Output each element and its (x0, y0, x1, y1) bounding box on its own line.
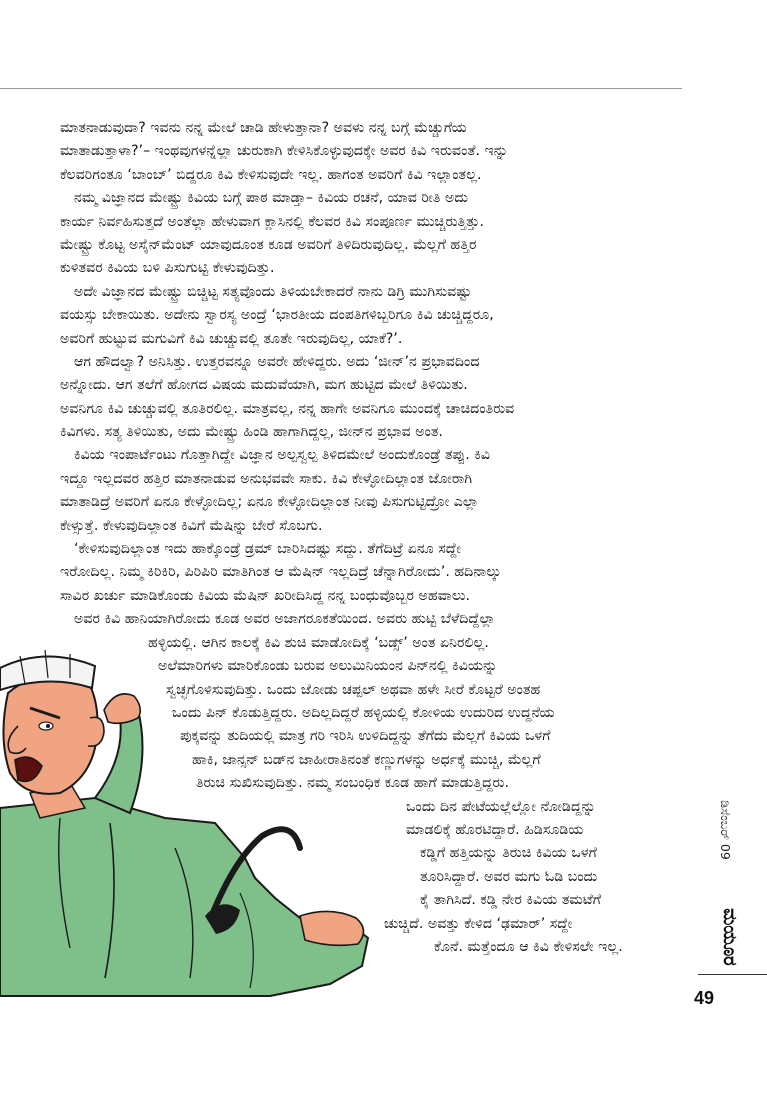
text-line: ಕಾರ್ಯ ನಿರ್ವಹಿಸುತ್ತದೆ ಅಂತೆಲ್ಲಾ ಹೇಳುವಾಗ ಕ್ಲಾಸಿನಲ್ಲಿ ಕೆಲವರ ಕಿವಿ ಸಂಪೂರ್ಣ ಮುಚ್ಚಿರುತ್ತಿತ್ತು. (60, 213, 484, 230)
text-line: ಮಾತಾಡುತ್ತಾಳಾ?’– ಇಂಥವುಗಳನ್ನೆಲ್ಲಾ ಚುರುಕಾಗಿ ಕೇಳಿಸಿಕೊಳ್ಳುವುದಕ್ಕೇ ಅವರ ಕಿವಿ ಇರುವಂತೆ. ಇನ್ನು (60, 143, 509, 160)
text-line: ಕಡ್ಡಿಗೆ ಹತ್ತಿಯನ್ನು ತಿರುಚಿ ಕಿವಿಯ ಒಳಗೆ (420, 845, 597, 862)
text-line: ಹಳ್ಳಿಯಲ್ಲಿ. ಆಗಿನ ಕಾಲಕ್ಕೆ ಕಿವಿ ಶುಚಿ ಮಾಡೋದಿಕ್ಕೆ ‘ಬಡ್ಸ್’ ಅಂತ ಏನಿರಲಿಲ್ಲ. (148, 634, 489, 651)
text-line: ಕೈ ತಾಗಿಸಿದೆ. ಕಡ್ಡಿ ನೇರ ಕಿವಿಯ ತಮಟೆಗೆ (420, 892, 602, 909)
text-line: ಮೇಷ್ಟ್ರು ಕೊಟ್ಟ ಅಸೈನ್‌ಮೆಂಟ್ ಯಾವುದೂಂತ ಕೂಡ ಅವರಿಗೆ ತಿಳಿದಿರುವುದಿಲ್ಲ. ಮೆಲ್ಲಗೆ ಹತ್ತಿರ (60, 236, 477, 253)
issue-date: ಡಿಸೆಂಬರ್ 09 (718, 800, 733, 860)
text-line: ಮಾತಾಡಿದ್ರೆ ಅವರಿಗೆ ಏನೂ ಕೇಳ್ಳೋದಿಲ್ಲ; ಏನೂ ಕೇಳ್ಳೋದಿಲ್ಲಾಂತ ನೀವು ಪಿಸುಗುಟ್ಟಿದ್ರೋ ಎಲ್ಲಾ (60, 494, 479, 511)
text-line: ಮಾಡಲಿಕ್ಕೆ ಹೊರಟಿದ್ದಾರೆ. ಹಿಡಿಸೂಡಿಯ (406, 822, 584, 838)
footer-rule (698, 974, 767, 975)
text-line: ‘ಕೇಳಿಸುವುದಿಲ್ಲಾಂತ ಇದು ಹಾಕ್ಕೊಂಡ್ರೆ ಡ್ರಮ್ ಬಾರಿಸಿದಷ್ಟು ಸದ್ದು. ತೆಗೆದಿಟ್ರೆ ಏನೂ ಸದ್ದೇ (74, 541, 461, 558)
text-line: ಸಾವಿರ ಖರ್ಚು ಮಾಡಿಕೊಂಡು ಕಿವಿಯ ಮೆಷಿನ್ ಖರೀದಿಸಿದ್ದ ನನ್ನ ಬಂಧುವೊಬ್ಬರ ಅಹವಾಲು. (60, 587, 471, 604)
text-line: ಕಿವಿಯ ಇಂಪಾರ್ಟೆಂಟು ಗೊತ್ತಾಗಿದ್ದೇ ವಿಜ್ಞಾನ ಅಲ್ಪಸ್ವಲ್ಪ ತಿಳಿದಮೇಲೆ ಅಂದುಕೊಂಡ್ರೆ ತಪ್ಪು. ಕಿವಿ (74, 447, 491, 464)
text-line: ಅದೇ ವಿಜ್ಞಾನದ ಮೇಷ್ಟ್ರು ಬಿಚ್ಚಿಟ್ಟ ಸತ್ಯವೊಂದು ತಿಳಿಯಬೇಕಾದರೆ ನಾನು ಡಿಗ್ರಿ ಮುಗಿಸುವಷ್ಟು (74, 283, 472, 300)
magazine-name: ಮಯೂರ (719, 908, 740, 966)
text-line: ಸ್ವಚ್ಛಗೊಳಿಸುವುದಿತ್ತು. ಒಂದು ಜೋಡು ಚಪ್ಪಲ್ ಅಥವಾ ಹಳೇ ಸೀರೆ ಕೊಟ್ಟರೆ ಅಂತಹ (166, 681, 541, 698)
text-line: ತೂರಿಸಿದ್ದಾರೆ. ಅವರ ಮಗು ಓಡಿ ಬಂದು (420, 868, 598, 885)
text-line: ಅಲೆಮಾರಿಗಳು ಮಾರಿಕೊಂಡು ಬರುವ ಅಲುಮಿನಿಯಂನ ಪಿನ್‌ನಲ್ಲಿ ಕಿವಿಯನ್ನು (158, 658, 498, 675)
text-line: ಕೇಳ್ಸುತ್ತೆ. ಕೇಳುವುದಿಲ್ಲಾಂತ ಕಿವಿಗೆ ಮೆಷಿನ್ನು ಬೇರೆ ಸೊಬಗು. (60, 517, 323, 534)
page-number: 49 (694, 988, 715, 1008)
text-line: ಕಿವಿಗಳು. ಸತ್ಯ ತಿಳಿಯಿತು, ಅದು ಮೇಷ್ಟ್ರು ಹಿಂಡಿ ಹಾಗಾಗಿದ್ದಲ್ಲ, ಜೀನ್‌ನ ಪ್ರಭಾವ ಅಂತ. (60, 424, 443, 441)
text-line: ಹಾಕಿ, ಜಾನ್ಸನ್ ಬಡ್‌ನ ಜಾಹೀರಾತಿನಂತೆ ಕಣ್ಣುಗಳನ್ನು ಅರ್ಧಕ್ಕೆ ಮುಚ್ಚಿ, ಮೆಲ್ಲಗೆ (192, 751, 541, 768)
shirt (0, 798, 368, 996)
article-body (60, 117, 680, 632)
text-line: ತಿರುಚಿ ಸುಖಿಸುವುದಿತ್ತು. ನಮ್ಮ ಸಂಬಂಧಿಕ ಕೂಡ ಹಾಗೆ ಮಾಡುತ್ತಿದ್ದರು. (196, 775, 510, 792)
text-line: ಇರೋದಿಲ್ಲ. ನಿಮ್ಮ ಕಿರಿಕಿರಿ, ಪಿರಿಪಿರಿ ಮಾತಿಗಿಂತ ಆ ಮೆಷಿನ್ ಇಲ್ಲದಿದ್ರೆ ಚೆನ್ನಾಗಿರೋದು’. ಹದಿನಾಲ್ಕು (60, 564, 502, 581)
text-line: ಒಂದು ಪಿನ್ ಕೊಡುತ್ತಿದ್ದರು. ಅದಿಲ್ಲದಿದ್ದರೆ ಹಳ್ಳಿಯಲ್ಲಿ ಕೋಳಿಯ ಉದುರಿದ ಉದ್ದನೆಯ (172, 705, 555, 721)
text-line: ಆಗ ಹೌದಲ್ವಾ? ಅನಿಸಿತ್ತು. ಉತ್ತರವನ್ನೂ ಅವರೇ ಹೇಳಿದ್ದರು. ಅದು ‘ಜೀನ್’ನ ಪ್ರಭಾವದಿಂದ (74, 353, 480, 370)
text-line: ಕೊನೆ. ಮತ್ತೆಂದೂ ಆ ಕಿವಿ ಕೇಳಿಸಲೇ ಇಲ್ಲ. (434, 939, 623, 955)
text-line: ಇದ್ದೂ ಇಲ್ಲದವರ ಹತ್ತಿರ ಮಾತನಾಡುವ ಅನುಭವವೇ ಸಾಕು. ಕಿವಿ ಕೇಳ್ಳೋದಿಲ್ಲಾಂತ ಜೋರಾಗಿ (60, 470, 473, 487)
cartoon-illustration (0, 648, 375, 998)
text-line: ಕುಳಿತವರ ಕಿವಿಯ ಬಳಿ ಪಿಸುಗುಟ್ಟಿ ಕೇಳುವುದಿತ್ತು. (60, 260, 275, 277)
text-line: ಅವನಿಗೂ ಕಿವಿ ಚುಚ್ಚುವಲ್ಲಿ ತೂತಿರಲಿಲ್ಲ. ಮಾತ್ರವಲ್ಲ, ನನ್ನ ಹಾಗೇ ಅವನಿಗೂ ಮುಂದಕ್ಕೆ ಚಾಚಿದಂತಿರುವ (60, 400, 515, 417)
text-line: ಮಾತನಾಡುವುದಾ? ಇವನು ನನ್ನ ಮೇಲೆ ಚಾಡಿ ಹೇಳುತ್ತಾನಾ? ಅವಳು ನನ್ನ ಬಗ್ಗೆ ಮೆಚ್ಚುಗೆಯ (60, 120, 467, 136)
text-line: ಕೆಲವರಿಗಂತೂ ‘ಬಾಂಬ್’ ಬಿದ್ದರೂ ಕಿವಿ ಕೇಳಿಸುವುದೇ ಇಲ್ಲ. ಹಾಗಂತ ಅವರಿಗೆ ಕಿವಿ ಇಲ್ಲಾಂತಲ್ಲ. (60, 166, 482, 183)
text-line: ಅವರಿಗೆ ಹುಟ್ಟುವ ಮಗುವಿಗೆ ಕಿವಿ ಚುಚ್ಚುವಲ್ಲಿ ತೂತೇ ಇರುವುದಿಲ್ಲ, ಯಾಕೆ?’. (60, 330, 403, 347)
text-line: ವಯಸ್ಸು ಬೇಕಾಯಿತು. ಅದೇನು ಸ್ವಾರಸ್ಯ ಅಂದ್ರೆ ‘ಭಾರತೀಯ ದಂಪತಿಗಳಿಬ್ಬರಿಗೂ ಕಿವಿ ಚುಚ್ಚಿದ್ದರೂ, (60, 307, 494, 324)
text-line: ಅವರ ಕಿವಿ ಹಾನಿಯಾಗಿರೋದು ಕೂಡ ಅವರ ಅಜಾಗರೂಕತೆಯಿಂದ. ಅವರು ಹುಟ್ಟಿ ಬೆಳೆದಿದ್ದೆಲ್ಲಾ (74, 611, 496, 628)
text-line: ಒಂದು ದಿನ ಪೇಟೆಯಲ್ಲೆಲ್ಲೋ ನೋಡಿದ್ದನ್ನು (406, 798, 596, 815)
top-rule (0, 88, 682, 89)
text-line: ಅನ್ನೋದು. ಆಗ ತಲೆಗೆ ಹೋಗದ ವಿಷಯ ಮದುವೆಯಾಗಿ, ಮಗ ಹುಟ್ಟಿದ ಮೇಲೆ ತಿಳಿಯಿತು. (60, 377, 468, 394)
text-line: ನಮ್ಮ ವಿಜ್ಞಾನದ ಮೇಷ್ಟ್ರು ಕಿವಿಯ ಬಗ್ಗೆ ಪಾಠ ಮಾಡ್ತಾ– ಕಿವಿಯ ರಚನೆ, ಯಾವ ರೀತಿ ಅದು (74, 190, 469, 207)
text-line: ಪುಕ್ಕವನ್ನು ತುದಿಯಲ್ಲಿ ಮಾತ್ರ ಗರಿ ಇರಿಸಿ ಉಳಿದಿದ್ದನ್ನು ತೆಗೆದು ಮೆಲ್ಲಗೆ ಕಿವಿಯ ಒಳಗೆ (180, 728, 551, 745)
text-line: ಚುಚ್ಚಿದೆ. ಅವತ್ತು ಕೇಳಿದ ‘ಢಮಾರ್’ ಸದ್ದೇ (384, 915, 573, 932)
